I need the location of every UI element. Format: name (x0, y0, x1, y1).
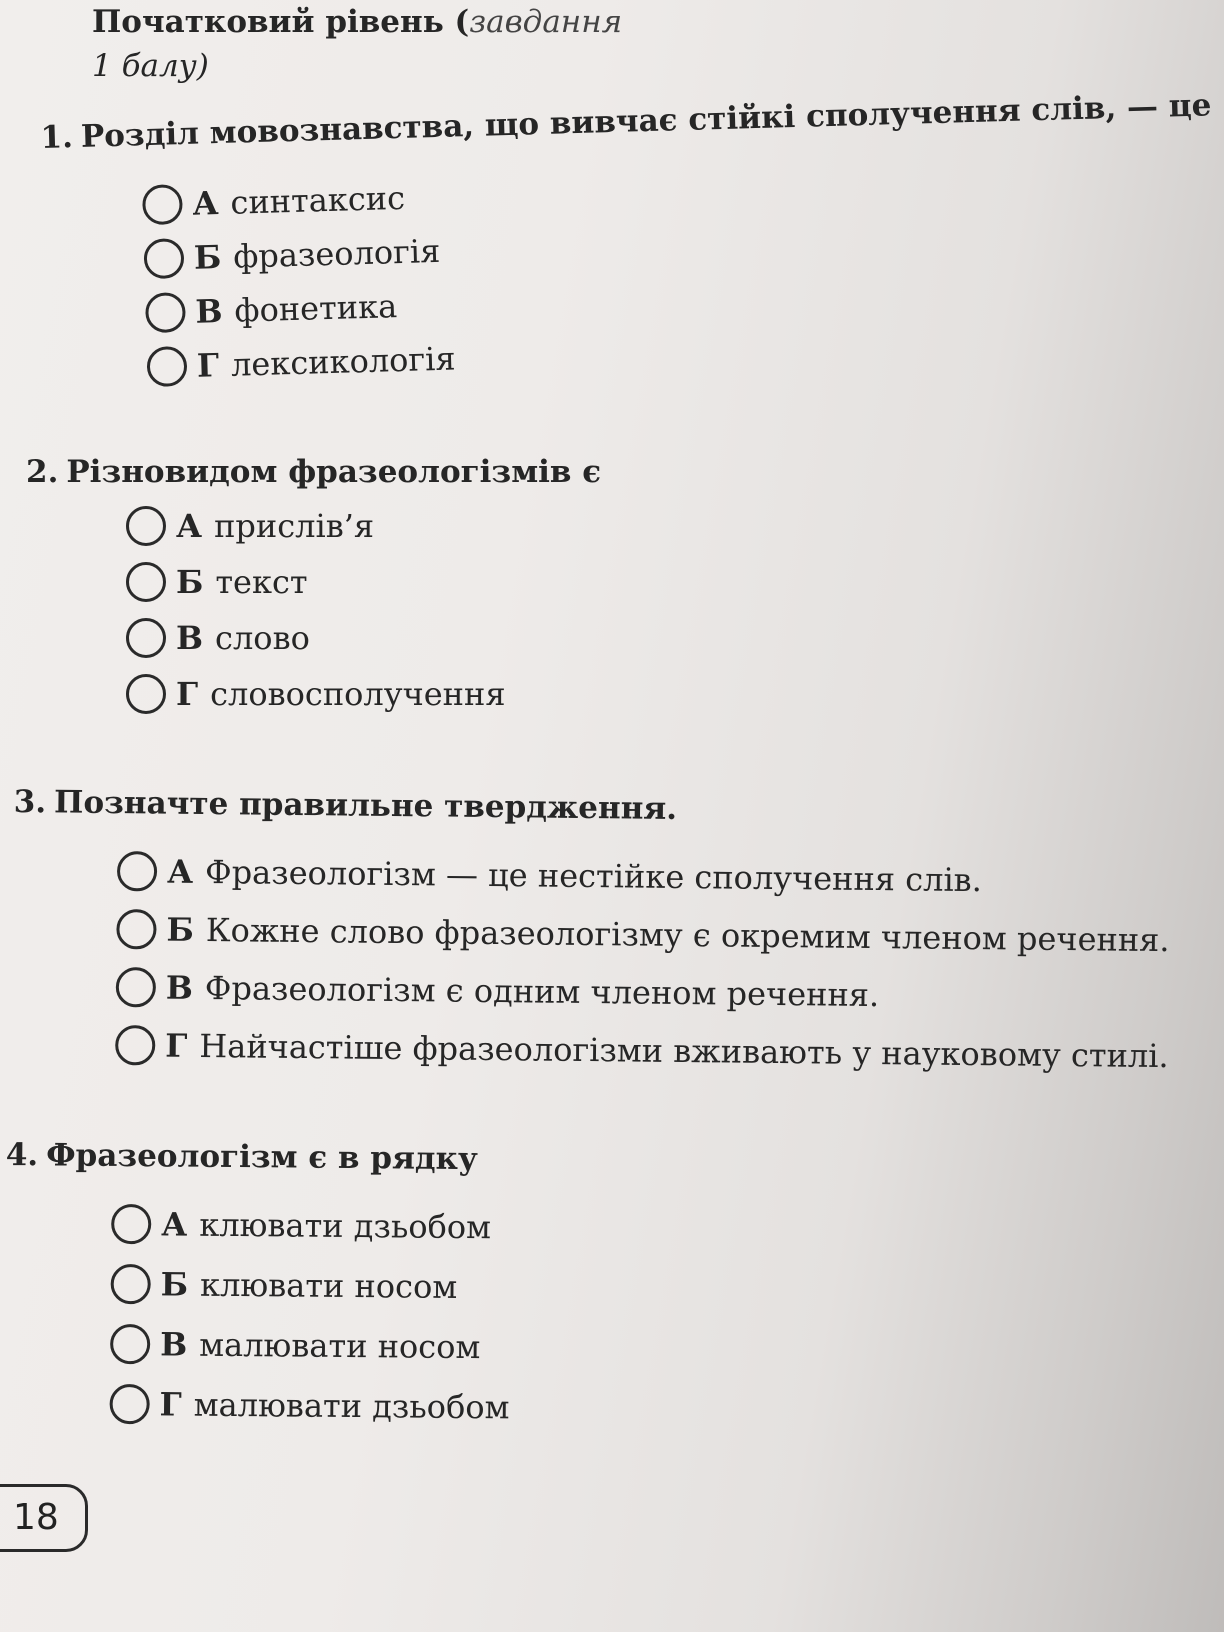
question-number: 3. (13, 783, 47, 821)
section-title-italic: завдання (469, 4, 623, 40)
question-3 (11, 782, 1203, 1126)
option-letter: Г (176, 675, 199, 713)
option-text: Найчастіше фразеологізми вживають у науковому стилі. (199, 1026, 1169, 1076)
option-text: словосполучення (210, 675, 506, 713)
option-text: малювати носом (199, 1325, 481, 1367)
answer-option[interactable] (110, 1264, 510, 1327)
option-text: лексикологія (230, 339, 457, 384)
option-letter: Г (159, 1385, 182, 1424)
option-letter: Б (193, 237, 222, 277)
question-number: 4. (5, 1136, 39, 1174)
radio-circle-icon[interactable] (126, 674, 166, 714)
radio-circle-icon[interactable] (145, 292, 186, 333)
option-text: синтаксис (229, 178, 406, 222)
question-text: Фразеологізм є в рядку (46, 1137, 478, 1178)
page-number: 18 (0, 1484, 88, 1552)
answer-options (109, 1204, 511, 1447)
option-letter: А (161, 1205, 188, 1244)
answer-option[interactable] (126, 506, 601, 562)
radio-circle-icon[interactable] (143, 238, 184, 279)
answer-option[interactable] (126, 562, 601, 618)
question-1 (40, 85, 1219, 404)
option-letter: А (191, 184, 220, 223)
option-text: малювати дзьобом (193, 1385, 510, 1427)
option-text: фонетика (233, 287, 398, 330)
option-text: клювати дзьобом (199, 1205, 492, 1247)
question-text: Розділ мовознавства, що вивчає стійкі сполучення слів, — це (80, 87, 1212, 155)
option-letter: Б (176, 563, 204, 601)
option-letter: А (166, 852, 194, 891)
question-4-title (6, 1135, 512, 1179)
option-letter: Б (166, 910, 195, 949)
answer-options (126, 506, 601, 730)
radio-circle-icon[interactable] (126, 506, 166, 546)
option-text: фразеологія (232, 231, 441, 276)
option-text: текст (215, 563, 308, 601)
option-text: Фразеологізм є одним членом речення. (204, 969, 880, 1015)
question-3-title (14, 782, 1202, 834)
radio-circle-icon[interactable] (111, 1204, 151, 1244)
question-number: 2. (26, 454, 59, 490)
option-text: Кожне слово фразеологізму є окремим членом речення. (205, 911, 1170, 960)
question-text: Різновидом фразеологізмів є (66, 454, 602, 490)
option-text: слово (215, 619, 310, 657)
option-text: клювати носом (199, 1265, 458, 1306)
section-points: 1 балу) (92, 48, 209, 84)
answer-option[interactable] (115, 1025, 1200, 1126)
option-text: прислів’я (214, 507, 375, 545)
radio-circle-icon[interactable] (111, 1264, 151, 1304)
radio-circle-icon[interactable] (126, 562, 166, 602)
option-letter: Г (165, 1026, 188, 1065)
radio-circle-icon[interactable] (116, 909, 156, 949)
option-letter: А (176, 507, 203, 545)
question-1-title (40, 85, 1212, 158)
radio-circle-icon[interactable] (115, 1025, 155, 1065)
option-letter: В (165, 968, 194, 1007)
answer-option[interactable] (126, 618, 601, 674)
answer-options (115, 851, 1202, 1126)
answer-option[interactable] (109, 1384, 509, 1447)
section-header (92, 0, 622, 88)
question-2 (26, 452, 601, 730)
question-2-title (26, 452, 601, 492)
option-letter: Б (160, 1265, 189, 1304)
radio-circle-icon[interactable] (117, 851, 157, 891)
answer-option[interactable] (111, 1204, 511, 1267)
option-letter: В (176, 619, 204, 657)
radio-circle-icon[interactable] (142, 184, 183, 225)
section-title: Початковий рівень (завдання (92, 4, 623, 40)
radio-circle-icon[interactable] (126, 618, 166, 658)
question-4 (3, 1135, 511, 1447)
radio-circle-icon[interactable] (146, 346, 187, 387)
option-letter: Г (196, 346, 220, 385)
radio-circle-icon[interactable] (110, 1324, 150, 1364)
answer-options (142, 155, 1219, 401)
option-letter: В (194, 291, 224, 331)
question-text: Позначте правильне твердження. (53, 784, 678, 827)
option-text: Фразеологізм — це нестійке сполучення слів. (204, 853, 983, 900)
answer-option[interactable] (110, 1324, 510, 1387)
radio-circle-icon[interactable] (109, 1384, 149, 1424)
option-letter: В (160, 1325, 188, 1364)
radio-circle-icon[interactable] (116, 967, 156, 1007)
answer-option[interactable] (126, 674, 601, 730)
question-number: 1. (40, 119, 74, 156)
